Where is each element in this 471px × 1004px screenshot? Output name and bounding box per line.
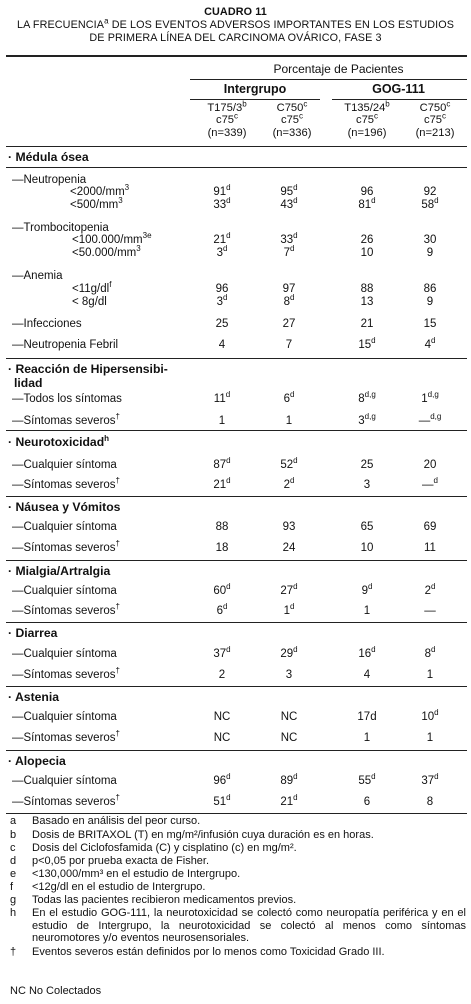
row-label: · Alopecia (8, 754, 66, 768)
row-label: —Síntomas severos† (12, 412, 120, 427)
value-cell: 15$^d$ (358, 336, 376, 351)
value-cell: 11$^d$ (213, 390, 231, 405)
value-cell: 96$^d$ (213, 772, 231, 787)
value-cell: 8 (426, 796, 434, 808)
value-cell: 43$^d$ (280, 196, 298, 211)
section-divider-4 (6, 496, 467, 497)
value-cell: NC (213, 711, 231, 723)
section-divider-5 (6, 560, 467, 561)
value-cell: 97 (282, 283, 296, 295)
value-cell: NC (213, 732, 231, 744)
value-cell: 4$^d$ (424, 336, 436, 351)
value-cell: 92 (423, 186, 437, 198)
value-cell: 1 (363, 732, 371, 744)
column-header-4: C750$^c$ c75$^c$ (n=213) (415, 99, 455, 139)
row-label: —Síntomas severos† (12, 793, 120, 808)
row-label: —Síntomas severos† (12, 666, 120, 681)
row-label: —Síntomas severos† (12, 729, 120, 744)
value-cell: 51$^d$ (213, 793, 231, 808)
value-cell: 93 (282, 521, 296, 533)
value-cell: 1 (218, 415, 226, 427)
row-label: —Neutropenia Febril (12, 339, 119, 351)
value-cell: 89$^d$ (280, 772, 298, 787)
value-cell: 33$^d$ (213, 196, 231, 211)
table-bottom-rule (6, 813, 467, 814)
value-cell: —$^d$ (422, 476, 438, 491)
value-cell: 27$^d$ (280, 582, 298, 597)
header-bottom-rule (6, 146, 467, 147)
value-cell: 6$^d$ (216, 602, 228, 617)
value-cell: 9 (426, 296, 434, 308)
row-label: —Infecciones (12, 318, 82, 330)
value-cell: 17d (357, 711, 377, 723)
column-header-3: T135/24$^b$ c75$^c$ (n=196) (344, 99, 390, 139)
value-cell: 37$^d$ (213, 645, 231, 660)
top-rule (6, 55, 467, 57)
value-cell: 8$^d$ (424, 645, 436, 660)
row-label: —Cualquier síntoma (12, 775, 117, 787)
value-cell: 69 (423, 521, 437, 533)
row-label: —Síntomas severos† (12, 476, 120, 491)
row-label: —Trombocitopenia (12, 222, 109, 234)
value-cell: 26 (360, 234, 374, 246)
value-cell: 91$^d$ (213, 183, 231, 198)
value-cell: 4 (363, 669, 371, 681)
value-cell: 81$^d$ (358, 196, 376, 211)
row-label: $<2000/mm^3$ (70, 183, 130, 198)
value-cell: 11 (424, 542, 436, 554)
percent-header: Porcentaje de Pacientes (273, 62, 404, 76)
table-title-line2: DE PRIMERA LÍNEA DEL CARCINOMA OVÁRICO, FASE 3 (89, 32, 382, 44)
row-label: lidad (14, 376, 43, 390)
row-label: —Síntomas severos† (12, 602, 120, 617)
value-cell: 13 (360, 296, 374, 308)
section-divider-7 (6, 686, 467, 687)
table-number: CUADRO 11 (204, 6, 267, 18)
value-cell: 9$^d$ (361, 582, 373, 597)
value-cell: 20 (423, 459, 437, 471)
row-label: —Síntomas severos† (12, 539, 120, 554)
row-label: · Diarrea (8, 626, 58, 640)
section-divider-3 (6, 430, 467, 431)
row-label: < 8g/dl (72, 296, 107, 308)
value-cell: 21$^d$ (213, 231, 231, 246)
section-divider-8 (6, 750, 467, 751)
percent-rule (190, 79, 467, 80)
value-cell: NC (280, 732, 298, 744)
value-cell: 10$^d$ (421, 708, 439, 723)
row-label: —Cualquier síntoma (12, 585, 117, 597)
value-cell: — (424, 605, 436, 617)
value-cell: 7$^d$ (283, 244, 295, 259)
value-cell: 6 (363, 796, 371, 808)
value-cell: 3$^{d,g}$ (358, 412, 376, 427)
value-cell: 7 (285, 339, 293, 351)
value-cell: 1 (426, 732, 434, 744)
value-cell: 60$^d$ (213, 582, 231, 597)
column-header-1: T175/3$^b$ c75$^c$ (n=339) (207, 99, 247, 139)
value-cell: 88 (215, 521, 229, 533)
value-cell: 21 (360, 318, 374, 330)
value-cell: 2$^d$ (424, 582, 436, 597)
value-cell: 16$^d$ (358, 645, 376, 660)
row-label: · Reacción de Hipersensibi- (8, 362, 168, 376)
value-cell: 3$^d$ (216, 244, 228, 259)
value-cell: 37$^d$ (421, 772, 439, 787)
row-label: —Cualquier síntoma (12, 521, 117, 533)
row-label: · Mialgia/Artralgia (8, 564, 111, 578)
row-label: —Neutropenia (12, 174, 87, 186)
row-label: $<100.000/mm^{3e}$ (72, 231, 152, 246)
value-cell: 3$^d$ (216, 293, 228, 308)
value-cell: 52$^d$ (280, 456, 298, 471)
row-label: —Anemia (12, 270, 63, 282)
group-intergrupo: Intergrupo (223, 82, 287, 96)
value-cell: 10 (360, 542, 374, 554)
table-title-line1: LA FRECUENCIA$^a$ DE LOS EVENTOS ADVERSOS IMPORTANTES EN LOS ESTUDIOS (16, 16, 455, 31)
row-label: $<11g/dl^f$ (72, 280, 112, 295)
value-cell: 95$^d$ (280, 183, 298, 198)
section-divider-1 (6, 167, 467, 168)
value-cell: 1 (426, 669, 434, 681)
value-cell: 4 (218, 339, 226, 351)
table-document: CUADRO 11 LA FRECUENCIA$^a$ DE LOS EVENTOS ADVERSOS IMPORTANTES EN LOS ESTUDIOS DE PRIMERA LÍNEA DEL CARCINOMA OVÁRICO, FASE 3 Porcentaje de Pacientes Intergrupo GOG-111 T175/3$^b$ c75$^c$ (n=339) C750$^c$ c75$^c$ (n=336) T135/24$^b$ c75$^c$ (n=196) C750$^c$ c75$^c$ (n=213) · Médula ósea —Neutropenia $<2000/mm^3$ 91$^d$ 95$^d$ 96 92 $<500/mm^3$ 33$^d$ 43$^d$ 81$^d$ 58$^d$ —Trombocitopenia $<100.000/mm^{3e}$ 21$^d$ 33$^d$ 26 30 $<50.000/mm^3$ 3$^d$ 7$^d$ 10 9 —Anemia $<11g/dl^f$ 96 97 88 86 < 8g/dl 3$^d$ 8$^d$ 13 9 —Infecciones 25 27 21 15 —Neutropenia Febril 4 7 15$^d$ $4^d$ · Reacción de Hipersensibi- lidad —Todos los síntomas 11$^d$ 6$^d$ 8$^{d,g}$ 1$^{d,g}$ —Síntomas severos† 1 1 3$^{d,g}$ —$^{d,g}$ · Neurotoxicidad$^h$ —Cualquier síntoma 87$^d$ 52$^d$ 25 20 —Síntomas severos† 21$^d$ 2$^d$ 3 —$^d$ · Náusea y Vómitos —Cualquier síntoma 88 93 65 69 —Síntomas severos† 18 24 10 11 · Mialgia/Artralgia —Cualquier síntoma 60$^d$ 27$^d$ 9$^d$ 2$^d$ —Síntomas severos† 6$^d$ 1$^d$ 1 — · Diarrea —Cualquier síntoma 37$^d$ 29$^d$ 16$^d$ 8$^d$ —Síntomas severos† 2 3 4 1 · Astenia —Cualquier síntoma NC NC 17d 10$^d$ —Síntomas severos† NC NC 1 1 · Alopecia —Cualquier síntoma 96$^d$ 89$^d$ 55$^d$ 37$^d$ —Síntomas severos† 51$^d$ 21$^d$ 6 8 a Basado en análisis del peor curso. b Dosis de BRITAXOL (T) en mg/m²/infusión cuya duración es en horas. c Dosis del Ciclofosfamida (C) y cisplatino (c) en mg/m². d p<0,05 por prueba exacta de Fisher. e <130,000/mm³ en el estudio de Intergrupo. f <12g/dl en el estudio de Intergrupo. g Todas las pacientes recibieron medicamentos previos. h En el estudio GOG-111, la neurotoxicidad se colectó como neuropatía periférica y en el estudio de Intergrupo, la neurotoxicidad se colectó al menos como síntomas neuromotores y/o eventos neurosensoriales. † Eventos severos están definidos por lo menos como Toxicidad Grado III. NC No Colectados (0, 0, 471, 1004)
row-label: · Médula ósea (8, 150, 89, 164)
value-cell: 21$^d$ (280, 793, 298, 808)
row-label: · Náusea y Vómitos (8, 500, 121, 514)
value-cell: 2$^d$ (283, 476, 295, 491)
value-cell: 87$^d$ (213, 456, 231, 471)
row-label: · Astenia (8, 690, 60, 704)
value-cell: 27 (282, 318, 296, 330)
value-cell: 88 (360, 283, 374, 295)
value-cell: 1$^{d,g}$ (421, 390, 439, 405)
section-divider-6 (6, 622, 467, 623)
group1-rule (190, 99, 320, 100)
row-label: $<500/mm^3$ (70, 196, 123, 211)
value-cell: 65 (360, 521, 374, 533)
row-label: —Cualquier síntoma (12, 711, 117, 723)
value-cell: 6$^d$ (283, 390, 295, 405)
group-gog111: GOG-111 (372, 82, 425, 96)
value-cell: 33$^d$ (280, 231, 298, 246)
value-cell: NC (280, 711, 298, 723)
row-label: $<50.000/mm^3$ (72, 244, 141, 259)
row-label: —Cualquier síntoma (12, 648, 117, 660)
row-label: —Cualquier síntoma (12, 459, 117, 471)
value-cell: 29$^d$ (280, 645, 298, 660)
value-cell: 25 (215, 318, 229, 330)
value-cell: 1 (363, 605, 371, 617)
value-cell: 24 (282, 542, 296, 554)
value-cell: 25 (360, 459, 374, 471)
value-cell: 3 (285, 669, 293, 681)
value-cell: 10 (360, 247, 374, 259)
value-cell: 21$^d$ (213, 476, 231, 491)
value-cell: 1$^d$ (283, 602, 295, 617)
column-header-2: C750$^c$ c75$^c$ (n=336) (272, 99, 312, 139)
value-cell: 30 (423, 234, 437, 246)
value-cell: 58$^d$ (421, 196, 439, 211)
value-cell: 86 (423, 283, 437, 295)
value-cell: 18 (215, 542, 229, 554)
value-cell: 55$^d$ (358, 772, 376, 787)
value-cell: 8$^{d,g}$ (358, 390, 376, 405)
section-divider-2 (6, 358, 467, 359)
row-label: · Neurotoxicidad$^h$ (8, 433, 110, 449)
value-cell: —$^{d,g}$ (418, 412, 442, 427)
value-cell: 3 (363, 479, 371, 491)
value-cell: 96 (360, 186, 374, 198)
row-label: —Todos los síntomas (12, 393, 122, 405)
value-cell: 1 (285, 415, 293, 427)
value-cell: 2 (218, 669, 226, 681)
value-cell: 15 (423, 318, 437, 330)
value-cell: 8$^d$ (283, 293, 295, 308)
value-cell: 9 (426, 247, 434, 259)
value-cell: 96 (215, 283, 229, 295)
